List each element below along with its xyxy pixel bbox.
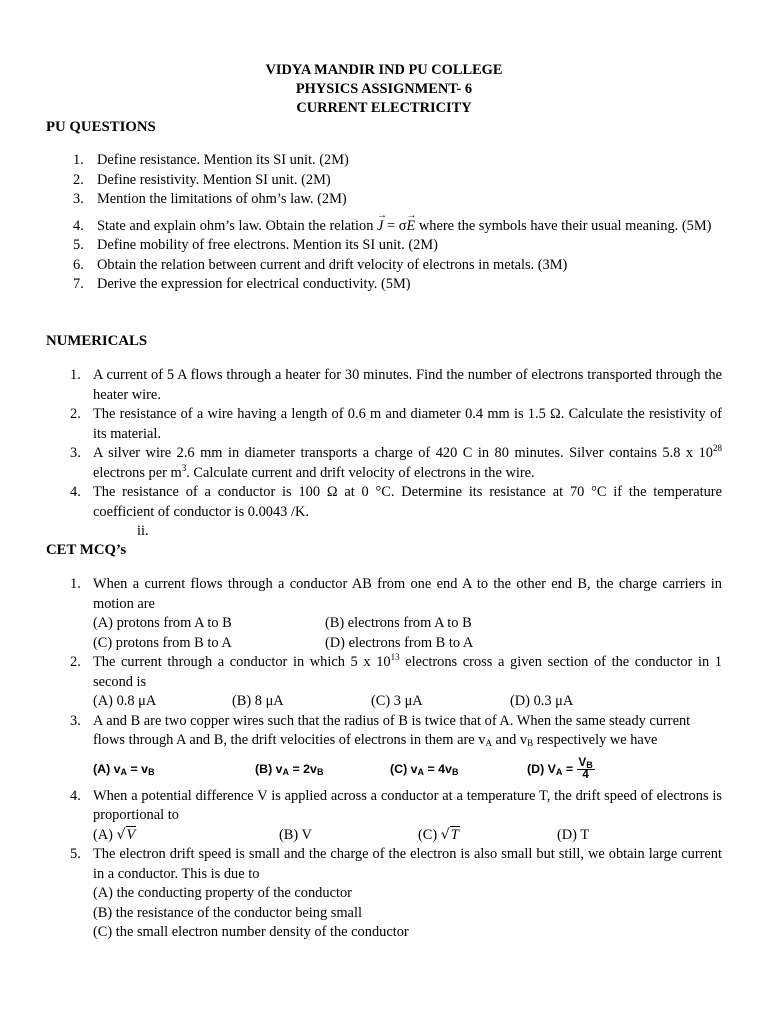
list-item: 3. A silver wire 2.6 mm in diameter transports a charge of 420 C in 80 minutes. Silver contains 5.8 x $10^{28}$ electrons per $m^3$. Calculate current and drift velocity of electrons in the wire. xyxy=(70,443,722,481)
question-item: 2. The current through a conductor in which 5 x $10^{13}$ electrons cross a given section of the conductor in 1 second is (A) 0.8 μA (B) 8 μA (C) 3 μA (D) 0.3 μA xyxy=(0,653,768,712)
question-item: 3. A and B are two copper wires such that the radius of B is twice that of A. When the same steady current flows through A and B, the drift velocities of electrons in them are $v_A$ and $v_B$ respectively we have (A) $v_A = v_B$ (B) $v_A = 2v_B$ (C) $v_A = 4v_B$ (D) $V_A$ = $\frac{V_B}{4}$ xyxy=(0,712,768,783)
option: (D) electrons from B to A xyxy=(325,634,474,651)
option: (D) 0.3 μA xyxy=(510,693,574,709)
assignment-title: PHYSICS ASSIGNMENT- 6 xyxy=(295,81,473,97)
option: (C) $v_A = 4v_B$ xyxy=(390,761,459,777)
question-item: 4. When a potential difference V is applied across a conductor at a temperature T, the drift speed of electrons is proportional to (A) √V (B) V (C) √T (D) T xyxy=(0,787,768,846)
option: (A) the conducting property of the conductor xyxy=(93,885,352,901)
option: (C) protons from B to A xyxy=(93,634,232,651)
list-item: 1. Define resistance. Mention its SI unit. (2M) xyxy=(73,152,349,168)
cet-mcq-heading: CET MCQ’s xyxy=(46,542,127,558)
option: (D) T xyxy=(557,826,590,843)
option: (A) $v_A = v_B$ xyxy=(93,761,155,777)
numericals-heading: NUMERICALS xyxy=(46,333,148,349)
list-item: 1. A current of 5 A flows through a heater for 30 minutes. Find the number of electrons transported through the heater wire. xyxy=(70,367,722,403)
option: (B) $v_A = 2v_B$ xyxy=(255,761,324,777)
college-name: VIDYA MANDIR IND PU COLLEGE xyxy=(265,62,503,78)
option: (A) protons from A to B xyxy=(93,615,232,631)
options-row xyxy=(93,614,722,634)
list-item: 3. Mention the limitations of ohm’s law. (2M) xyxy=(73,191,347,207)
list-item: 6. Obtain the relation between current and drift velocity of electrons in metals. (3M) xyxy=(73,256,568,273)
question-item: 5. The electron drift speed is small and the charge of the electron is also small but still, we obtain large current in a conductor. This is due to (A) the conducting property of the conductor (B) the resistance of the conductor being small (C) the small electron number density of the conductor xyxy=(0,845,768,943)
list-item: 2. Define resistivity. Mention SI unit. (2M) xyxy=(73,171,331,188)
option: (A) 0.8 μA xyxy=(93,693,157,709)
option: (A) √V xyxy=(93,826,136,843)
list-item: 4. State and explain ohm’s law. Obtain the relation → J = σ→ E where the symbols have their usual meaning. (5M) xyxy=(0,217,768,237)
stray-numeral: ii. xyxy=(137,523,149,539)
pu-questions-heading: PU QUESTIONS xyxy=(46,119,156,135)
cet-mcq-list xyxy=(0,575,768,943)
options-row xyxy=(93,634,722,654)
document-header xyxy=(0,61,768,118)
options-row xyxy=(93,692,722,712)
list-item: 2. The resistance of a wire having a length of 0.6 m and diameter 0.4 mm is 1.5 Ω. Calculate the resistivity of its material. xyxy=(70,406,722,442)
option: (B) 8 μA xyxy=(232,693,284,709)
option: (C) 3 μA xyxy=(371,693,423,709)
pu-questions-list xyxy=(0,151,768,295)
options-row xyxy=(93,826,722,846)
list-item: 5. Define mobility of free electrons. Mention its SI unit. (2M) xyxy=(73,237,438,253)
option: (B) the resistance of the conductor being small xyxy=(93,904,362,921)
topic-title: CURRENT ELECTRICITY xyxy=(296,100,472,116)
numericals-list xyxy=(0,366,768,522)
option: (B) electrons from A to B xyxy=(325,615,472,631)
option: (C) the small electron number density of the conductor xyxy=(93,924,409,940)
options-row xyxy=(93,757,722,783)
list-item: 7. Derive the expression for electrical conductivity. (5M) xyxy=(73,276,411,292)
question-item: 1. When a current flows through a conductor AB from one end A to the other end B, the charge carriers in motion are (A) protons from A to B (B) electrons from A to B (C) protons from B to A (D) electrons from B to A xyxy=(0,575,768,653)
list-item: 4. The resistance of a conductor is 100 Ω at 0 °C. Determine its resistance at 70 °C if the temperature coefficient of conductor is 0.0043 /K. xyxy=(70,484,722,520)
option: (C) √T xyxy=(418,826,459,843)
option: (B) V xyxy=(279,826,312,843)
option: (D) $V_A$ = $\frac{V_B}{4}$ xyxy=(527,757,593,781)
